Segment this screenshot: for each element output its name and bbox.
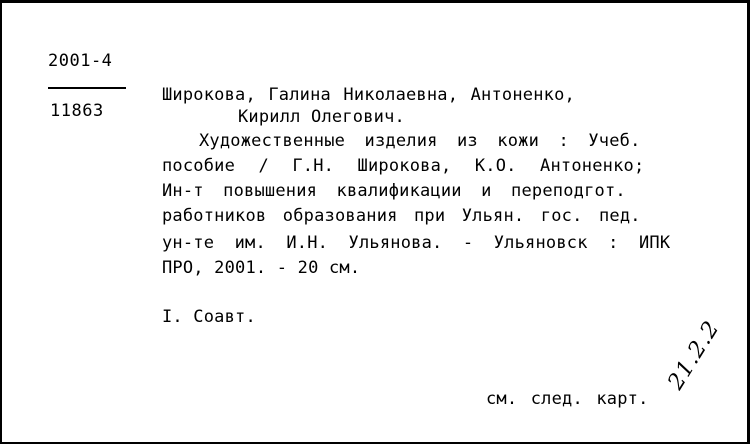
shelfmark: 2001-4 bbox=[48, 51, 113, 71]
institution-line-1: Ин-т повышения квалификации и переподгот. bbox=[162, 181, 626, 201]
coauthor-line: Кирилл Олегович. bbox=[238, 107, 405, 127]
author-line: Широкова, Галина Николаевна, Антоненко, bbox=[162, 85, 575, 105]
handwritten-note: 21.2.2 bbox=[663, 316, 725, 395]
inventory-number: 11863 bbox=[50, 101, 104, 121]
tracing-line: I. Соавт. bbox=[162, 307, 256, 327]
shelfmark-divider bbox=[48, 87, 126, 89]
responsibility-line: пособие / Г.Н. Широкова, К.О. Антоненко; bbox=[162, 156, 645, 176]
institution-line-2: работников образования при Ульян. гос. пед. bbox=[162, 206, 641, 226]
continuation-note: см. след. карт. bbox=[486, 389, 649, 409]
publication-line: ун-те им. И.Н. Ульянова. - Ульяновск : ИПК bbox=[162, 233, 671, 253]
title-line: Художественные изделия из кожи : Учеб. bbox=[199, 131, 641, 151]
physical-description-line: ПРО, 2001. - 20 см. bbox=[162, 258, 361, 278]
